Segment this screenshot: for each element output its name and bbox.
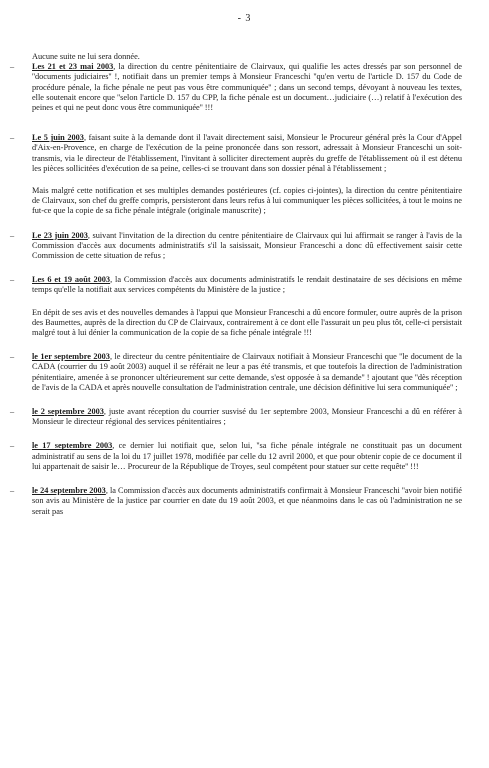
paragraph-10 xyxy=(32,486,462,517)
paragraph-1 xyxy=(32,62,462,113)
paragraph-text: , juste avant réception du courrier susvisé du 1er septembre 2003, Monsieur Franceschi a dû en référer à Monsieur le directeur régional des services pénitentiaires ; xyxy=(32,407,462,427)
paragraph-text: , le directeur du centre pénitentiaire de Clairvaux notifiait à Monsieur Franceschi que ''le document de la CADA (courrier du 19 août 2003) auquel il se référait ne leur a pas été transmis, et que toutefois la direction de l'administration pénitentiaire, amenée à se prononcer ultérieurement sur cette demande, s'est opposée à sa demande'' ! ajoutant que ''dès réception de l'avis de la CADA et après nouvelle consultation de l'administration centrale, une décision définitive lui sera communiquée'' ; xyxy=(32,352,462,392)
paragraph-4 xyxy=(32,231,462,262)
paragraph-5 xyxy=(32,275,462,295)
paragraph-text: , la direction du centre pénitentiaire de Clairvaux, qui qualifie les actes dressés par son personnel de ''documents judiciaires'' !, notifiait dans un premier temps à Monsieur Franceschi ''qu'en vertu de l'article D. 157 du Code de procédure pénale, la fiche pénale ne peut pas vous être communiquée'' ; dans un second temps, dévoyant à nouveau les textes, elle soutenait encore que ''selon l'article D. 157 du CPP, la fiche pénale est un document…judiciaire (…) relatif à l'exécution des peines et qui ne peut donc vous être communiquée'' !!! xyxy=(32,62,462,113)
paragraph-date: Les 6 et 19 août 2003 xyxy=(32,275,111,285)
paragraph-text: Mais malgré cette notification et ses multiples demandes postérieures (cf. copies ci-jointes), la direction du centre pénitentiaire de Clairvaux, son chef du greffe compris, persisteront dans leurs refus à lui communiquer les pièces sollicitées, à tout le moins ne fut-ce que la copie de sa fiche pénale intégrale (originale manuscrite) ; xyxy=(32,186,462,216)
paragraph-6 xyxy=(32,308,462,339)
paragraph-date: le 1er septembre 2003 xyxy=(32,352,110,362)
paragraph-text: , faisant suite à la demande dont il l'avait directement saisi, Monsieur le Procureur général près la Cour d'Appel d'Aix-en-Provence, en charge de l'exécution de la peine prononcée dans son ressort, adressait à Monsieur Franceschi un soit-transmis, via le directeur de l'établissement, l'invitant à solliciter directement auprès du greffe de l'établissement où il est détenu les pièces sollicitées d'exécution de sa peine, celles-ci se trouvant dans son dossier pénal à l'établissement ; xyxy=(32,133,462,173)
paragraph-9 xyxy=(32,441,462,472)
paragraph-date: Les 21 et 23 mai 2003 xyxy=(32,62,114,72)
paragraph-3 xyxy=(32,186,462,217)
paragraph-date: le 2 septembre 2003 xyxy=(32,407,104,417)
paragraph-text: , la Commission d'accès aux documents administratifs le rendait destinataire de ses décisions en même temps qu'elle la notifiait aux services compétents du Ministère de la justice ; xyxy=(32,275,462,295)
paragraph-0 xyxy=(32,52,462,62)
paragraph-date: le 17 septembre 2003 xyxy=(32,441,113,451)
paragraph-7 xyxy=(32,352,462,393)
paragraph-text: Aucune suite ne lui sera donnée. xyxy=(32,52,140,61)
paragraph-text: , ce dernier lui notifiait que, selon lui, ''sa fiche pénale intégrale ne constituait pas un document administratif au sens de la loi du 17 juillet 1978, modifiée par celle du 12 avril 2000, et que pour obtenir copie de ce document il lui appartenait de saisir le… Procureur de la République de Troyes, seul compétent pour statuer sur cette requête'' !!! xyxy=(32,441,462,471)
paragraph-text: , suivant l'invitation de la direction du centre pénitentiaire de Clairvaux qui lui affirmait se ranger à l'avis de la Commission d'accès aux documents administratifs s'il la saisissait, Monsieur Franceschi a donc dû effectivement saisir cette Commission de cette situation de refus ; xyxy=(32,230,462,261)
paragraph-8 xyxy=(32,407,462,427)
paragraph-date: le 24 septembre 2003 xyxy=(32,486,106,496)
paragraph-text: , la Commission d'accès aux documents administratifs confirmait à Monsieur Franceschi ''avoir bien notifié son avis au Ministère de la justice par courrier en date du 19 août 2003, et que néanmoins dans le cas où l'administration ne se serait pas xyxy=(32,486,462,516)
paragraph-date: Le 5 juin 2003 xyxy=(32,133,84,143)
page-number: - 3 xyxy=(237,13,252,24)
paragraph-2 xyxy=(32,133,462,174)
paragraph-text: En dépit de ses avis et des nouvelles demandes à l'appui que Monsieur Franceschi a dû encore formuler, outre auprès de la prison des Baumettes, auprès de la direction du CP de Clairvaux, contrairement à ce dont elle l'assurait un peu plus tôt, celle-ci persistait malgré tout à lui dénier la communication de la copie de sa fiche pénale intégrale !!! xyxy=(32,307,462,338)
paragraph-date: Le 23 juin 2003 xyxy=(32,230,88,240)
document-body xyxy=(32,52,462,517)
